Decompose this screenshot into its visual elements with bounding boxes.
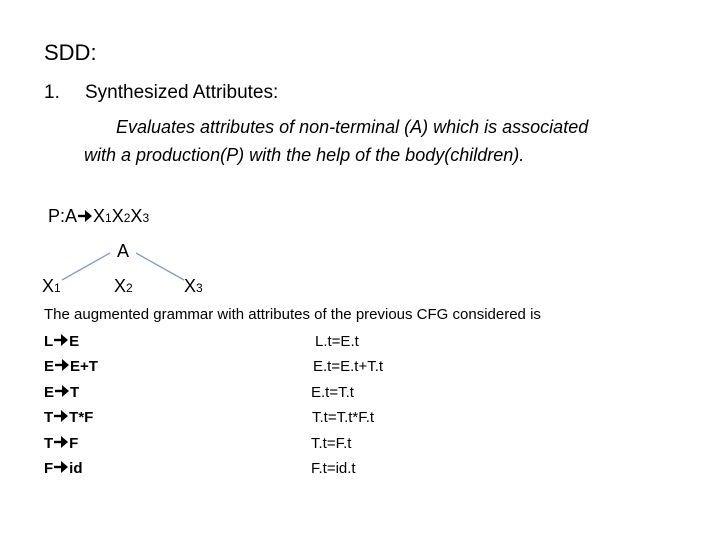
production-subscript: 3	[142, 211, 150, 225]
tree-child-node: X1	[42, 276, 61, 296]
semantic-action: T.t=F.t	[311, 435, 352, 452]
list-item-heading: Synthesized Attributes:	[85, 82, 279, 103]
description-line-2: with a production(P) with the help of the body(children).	[84, 145, 525, 165]
arrow-icon	[54, 384, 70, 401]
slide-title: SDD:	[44, 40, 97, 65]
grammar-rule: E T	[44, 384, 80, 401]
grammar-rule: T F	[44, 435, 79, 452]
production-symbol: X	[93, 206, 106, 226]
list-item-number: 1.	[44, 82, 60, 103]
semantic-action: L.t=E.t	[315, 333, 359, 350]
production-subscript: 2	[123, 211, 131, 225]
tree-edge-a-x1	[62, 253, 110, 280]
arrow-icon	[77, 206, 93, 226]
grammar-heading: The augmented grammar with attributes of the previous CFG considered is	[44, 306, 541, 323]
arrow-icon	[53, 409, 69, 426]
production-prefix: P:A	[48, 206, 78, 226]
production-rule	[48, 206, 149, 227]
tree-child-node: X2	[114, 276, 133, 296]
arrow-icon	[53, 460, 69, 477]
arrow-icon	[54, 358, 70, 375]
production-symbol: X	[130, 206, 143, 226]
tree-root-node: A	[117, 241, 130, 261]
grammar-rule: T T*F	[44, 409, 94, 426]
grammar-rule: L E	[44, 333, 80, 350]
grammar-rule: E E+T	[44, 358, 98, 375]
arrow-icon	[53, 435, 69, 452]
tree-edge-a-x3	[136, 253, 184, 280]
semantic-action: E.t=T.t	[311, 384, 354, 401]
semantic-action: T.t=T.t*F.t	[312, 409, 375, 426]
tree-child-node: X3	[184, 276, 203, 296]
grammar-rule: F id	[44, 460, 83, 477]
arrow-icon	[53, 333, 69, 350]
description-line-1: Evaluates attributes of non-terminal (A) which is associated	[116, 117, 589, 137]
semantic-action: E.t=E.t+T.t	[313, 358, 384, 375]
semantic-action: F.t=id.t	[311, 460, 356, 477]
production-subscript: 1	[105, 211, 112, 225]
production-symbol: X	[111, 206, 124, 226]
